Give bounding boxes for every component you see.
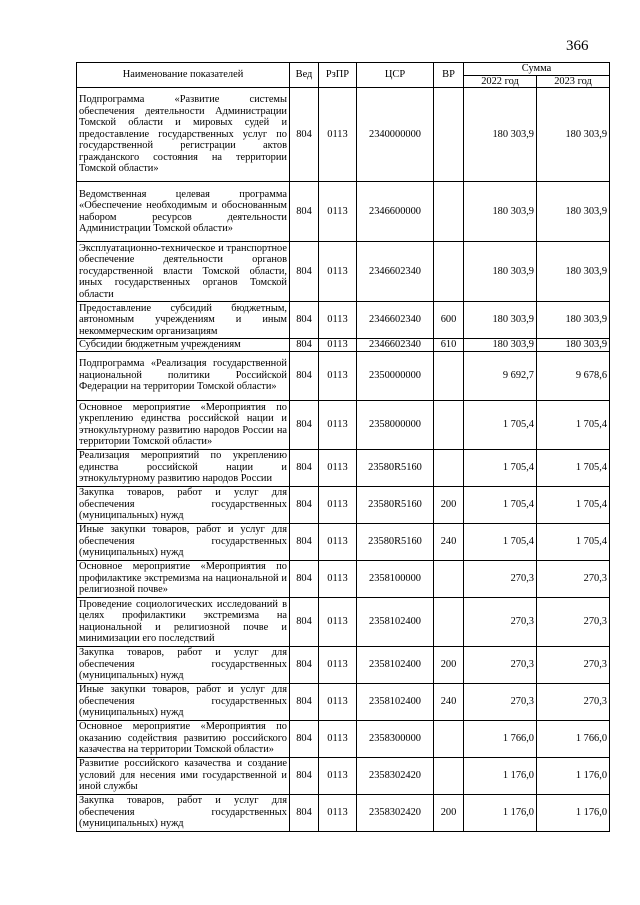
table-row — [77, 400, 610, 449]
row-vr — [434, 242, 464, 302]
row-vr: 200 — [434, 486, 464, 523]
table-row — [77, 757, 610, 794]
row-rzpr: 0113 — [319, 88, 357, 182]
row-name: Субсидии бюджетным учреждениям — [77, 339, 290, 352]
row-ved: 804 — [290, 646, 319, 683]
row-ved: 804 — [290, 560, 319, 597]
row-rzpr: 0113 — [319, 302, 357, 339]
row-sum-2022: 270,3 — [464, 646, 537, 683]
row-rzpr: 0113 — [319, 400, 357, 449]
row-sum-2022: 180 303,9 — [464, 339, 537, 352]
row-sum-2022: 180 303,9 — [464, 242, 537, 302]
row-rzpr: 0113 — [319, 182, 357, 242]
row-ved: 804 — [290, 339, 319, 352]
row-vr — [434, 757, 464, 794]
row-sum-2022: 270,3 — [464, 597, 537, 646]
row-ved: 804 — [290, 597, 319, 646]
row-sum-2022: 1 705,4 — [464, 486, 537, 523]
row-ved: 804 — [290, 720, 319, 757]
row-sum-2023: 1 705,4 — [537, 486, 610, 523]
table-row — [77, 449, 610, 486]
row-sum-2022: 1 766,0 — [464, 720, 537, 757]
row-csr: 2346602340 — [357, 302, 434, 339]
row-csr: 2358100000 — [357, 560, 434, 597]
row-csr: 2346600000 — [357, 182, 434, 242]
table-row — [77, 88, 610, 182]
table-row — [77, 339, 610, 352]
row-sum-2023: 1 176,0 — [537, 757, 610, 794]
row-vr: 240 — [434, 523, 464, 560]
row-ved: 804 — [290, 683, 319, 720]
row-sum-2023: 270,3 — [537, 560, 610, 597]
row-rzpr: 0113 — [319, 242, 357, 302]
row-sum-2022: 9 692,7 — [464, 351, 537, 400]
table-row — [77, 683, 610, 720]
row-sum-2023: 270,3 — [537, 597, 610, 646]
row-rzpr: 0113 — [319, 720, 357, 757]
row-vr — [434, 560, 464, 597]
row-csr: 23580R5160 — [357, 486, 434, 523]
page-number: 366 — [566, 38, 589, 54]
row-sum-2022: 180 303,9 — [464, 182, 537, 242]
row-name: Основное мероприятие «Мероприятия по профилактике экстремизма на национальной и религиозной почве» — [77, 560, 290, 597]
table-row — [77, 646, 610, 683]
row-sum-2023: 1 705,4 — [537, 449, 610, 486]
row-rzpr: 0113 — [319, 683, 357, 720]
table-row — [77, 720, 610, 757]
row-rzpr: 0113 — [319, 757, 357, 794]
row-vr — [434, 720, 464, 757]
row-csr: 2358302420 — [357, 757, 434, 794]
row-sum-2023: 180 303,9 — [537, 182, 610, 242]
row-rzpr: 0113 — [319, 560, 357, 597]
row-ved: 804 — [290, 351, 319, 400]
row-rzpr: 0113 — [319, 339, 357, 352]
row-ved: 804 — [290, 302, 319, 339]
row-sum-2023: 1 766,0 — [537, 720, 610, 757]
row-ved: 804 — [290, 486, 319, 523]
row-vr — [434, 597, 464, 646]
table-row — [77, 486, 610, 523]
row-vr: 600 — [434, 302, 464, 339]
header-year-2022: 2022 год — [464, 75, 537, 88]
row-sum-2023: 180 303,9 — [537, 339, 610, 352]
row-vr: 200 — [434, 794, 464, 831]
row-sum-2022: 180 303,9 — [464, 88, 537, 182]
row-ved: 804 — [290, 400, 319, 449]
row-sum-2023: 180 303,9 — [537, 302, 610, 339]
row-rzpr: 0113 — [319, 449, 357, 486]
row-vr — [434, 182, 464, 242]
row-name: Подпрограмма «Развитие системы обеспечения деятельности Администрации Томской области и мировых судей и предоставление государственных услуг по государственной регистрации актов гражданского состояния на территории Томской области» — [77, 88, 290, 182]
row-sum-2022: 1 176,0 — [464, 794, 537, 831]
row-ved: 804 — [290, 182, 319, 242]
table-row — [77, 182, 610, 242]
row-csr: 2358102400 — [357, 646, 434, 683]
row-name: Основное мероприятие «Мероприятия по укреплению единства российской нации и этнокультурному развитию народов России на территории Томской области» — [77, 400, 290, 449]
row-csr: 2346602340 — [357, 242, 434, 302]
row-csr: 23580R5160 — [357, 449, 434, 486]
row-name: Ведомственная целевая программа «Обеспечение необходимым и обоснованным набором ресурсов деятельности Администрации Томской области» — [77, 182, 290, 242]
row-sum-2022: 1 176,0 — [464, 757, 537, 794]
row-sum-2023: 180 303,9 — [537, 242, 610, 302]
row-rzpr: 0113 — [319, 646, 357, 683]
row-name: Реализация мероприятий по укреплению единства российской нации и этнокультурному развитию народов России — [77, 449, 290, 486]
row-sum-2023: 9 678,6 — [537, 351, 610, 400]
row-csr: 2358000000 — [357, 400, 434, 449]
table-row — [77, 560, 610, 597]
table-row — [77, 597, 610, 646]
header-year-2023: 2023 год — [537, 75, 610, 88]
row-csr: 2358102400 — [357, 597, 434, 646]
row-name: Закупка товаров, работ и услуг для обеспечения государственных (муниципальных) нужд — [77, 486, 290, 523]
row-name: Подпрограмма «Реализация государственной национальной политики Российской Федерации на территории Томской области» — [77, 351, 290, 400]
row-sum-2023: 270,3 — [537, 646, 610, 683]
row-vr — [434, 351, 464, 400]
row-sum-2022: 1 705,4 — [464, 523, 537, 560]
row-ved: 804 — [290, 242, 319, 302]
row-sum-2022: 270,3 — [464, 683, 537, 720]
row-sum-2022: 270,3 — [464, 560, 537, 597]
row-csr: 2358302420 — [357, 794, 434, 831]
header-ved: Вед — [290, 63, 319, 88]
row-sum-2023: 1 176,0 — [537, 794, 610, 831]
row-name: Иные закупки товаров, работ и услуг для обеспечения государственных (муниципальных) нужд — [77, 523, 290, 560]
row-vr: 240 — [434, 683, 464, 720]
row-sum-2023: 1 705,4 — [537, 400, 610, 449]
row-ved: 804 — [290, 523, 319, 560]
table-row — [77, 242, 610, 302]
table-row — [77, 794, 610, 831]
row-vr — [434, 88, 464, 182]
row-sum-2023: 180 303,9 — [537, 88, 610, 182]
row-sum-2023: 270,3 — [537, 683, 610, 720]
header-rzpr: РзПР — [319, 63, 357, 88]
row-sum-2022: 1 705,4 — [464, 400, 537, 449]
row-rzpr: 0113 — [319, 597, 357, 646]
row-vr — [434, 449, 464, 486]
row-vr — [434, 400, 464, 449]
row-sum-2023: 1 705,4 — [537, 523, 610, 560]
table-row — [77, 351, 610, 400]
row-csr: 23580R5160 — [357, 523, 434, 560]
row-csr: 2358102400 — [357, 683, 434, 720]
row-sum-2022: 180 303,9 — [464, 302, 537, 339]
header-name: Наименование показателей — [77, 63, 290, 88]
table-body — [77, 88, 610, 832]
row-name: Закупка товаров, работ и услуг для обеспечения государственных (муниципальных) нужд — [77, 646, 290, 683]
row-sum-2022: 1 705,4 — [464, 449, 537, 486]
row-rzpr: 0113 — [319, 351, 357, 400]
row-rzpr: 0113 — [319, 486, 357, 523]
table-row — [77, 302, 610, 339]
row-ved: 804 — [290, 88, 319, 182]
table-header — [77, 63, 610, 88]
budget-table — [76, 62, 610, 832]
header-csr: ЦСР — [357, 63, 434, 88]
row-name: Эксплуатационно-техническое и транспортное обеспечение деятельности органов государственной власти Томской области, иных государственных органов Томской области — [77, 242, 290, 302]
row-ved: 804 — [290, 794, 319, 831]
row-rzpr: 0113 — [319, 523, 357, 560]
row-csr: 2340000000 — [357, 88, 434, 182]
header-sum: Сумма — [464, 63, 610, 76]
row-name: Основное мероприятие «Мероприятия по оказанию содействия развитию российского казачества на территории Томской области» — [77, 720, 290, 757]
row-name: Иные закупки товаров, работ и услуг для обеспечения государственных (муниципальных) нужд — [77, 683, 290, 720]
row-csr: 2346602340 — [357, 339, 434, 352]
row-vr: 200 — [434, 646, 464, 683]
row-name: Проведение социологических исследований в целях профилактики экстремизма на национальной и религиозной почве и минимизации его последствий — [77, 597, 290, 646]
row-name: Закупка товаров, работ и услуг для обеспечения государственных (муниципальных) нужд — [77, 794, 290, 831]
row-ved: 804 — [290, 449, 319, 486]
row-csr: 2358300000 — [357, 720, 434, 757]
row-vr: 610 — [434, 339, 464, 352]
row-csr: 2350000000 — [357, 351, 434, 400]
row-ved: 804 — [290, 757, 319, 794]
table-row — [77, 523, 610, 560]
header-vr: ВР — [434, 63, 464, 88]
row-name: Развитие российского казачества и создание условий для несения ими государственной и иной службы — [77, 757, 290, 794]
row-rzpr: 0113 — [319, 794, 357, 831]
row-name: Предоставление субсидий бюджетным, автономным учреждениям и иным некоммерческим организациям — [77, 302, 290, 339]
